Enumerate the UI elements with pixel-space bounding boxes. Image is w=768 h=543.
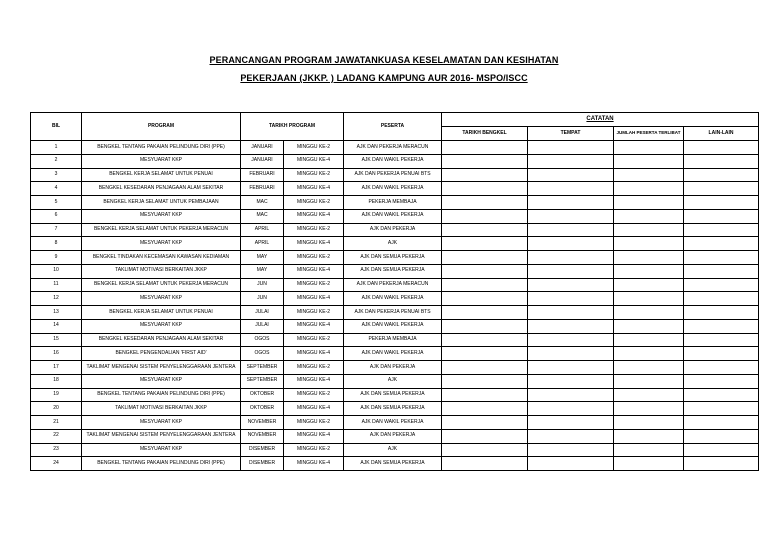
row-bil-cell: 1 [31, 141, 82, 155]
header-program: PROGRAM [82, 113, 241, 141]
row-jumlah-peserta-cell [614, 347, 684, 361]
header-bil: BIL [31, 113, 82, 141]
row-tarikh-bengkel-cell [442, 361, 528, 375]
row-jumlah-peserta-cell [614, 196, 684, 210]
row-tempat-cell [528, 182, 614, 196]
row-month-cell: MAC [241, 209, 284, 223]
row-lain-lain-cell [684, 168, 759, 182]
row-lain-lain-cell [684, 196, 759, 210]
row-lain-lain-cell [684, 388, 759, 402]
row-peserta-cell: AJK DAN WAKIL PEKERJA [344, 416, 442, 430]
program-table [30, 112, 759, 471]
row-program-cell: MESYUARAT KKP [82, 209, 241, 223]
row-month-cell: APRIL [241, 237, 284, 251]
row-week-cell: MINGGU KE-2 [284, 388, 344, 402]
table-row [31, 278, 759, 292]
row-jumlah-peserta-cell [614, 306, 684, 320]
row-month-cell: OKTOBER [241, 402, 284, 416]
row-week-cell: MINGGU KE-2 [284, 223, 344, 237]
header-catatan: CATATAN [442, 113, 759, 127]
row-tempat-cell [528, 196, 614, 210]
row-tempat-cell [528, 223, 614, 237]
row-tarikh-bengkel-cell [442, 154, 528, 168]
row-peserta-cell: AJK DAN WAKIL PEKERJA [344, 154, 442, 168]
row-bil-cell: 12 [31, 292, 82, 306]
row-program-cell: MESYUARAT KKP [82, 237, 241, 251]
row-tempat-cell [528, 237, 614, 251]
row-week-cell: MINGGU KE-2 [284, 306, 344, 320]
table-row [31, 319, 759, 333]
row-tempat-cell [528, 141, 614, 155]
row-jumlah-peserta-cell [614, 388, 684, 402]
row-program-cell: BENGKEL KERJA SELAMAT UNTUK PENUAI [82, 168, 241, 182]
row-program-cell: BENGKEL TENTANG PAKAIAN PELINDUNG DIRI (PPE) [82, 388, 241, 402]
row-lain-lain-cell [684, 251, 759, 265]
row-bil-cell: 18 [31, 374, 82, 388]
row-tarikh-bengkel-cell [442, 457, 528, 471]
row-bil-cell: 11 [31, 278, 82, 292]
row-tempat-cell [528, 416, 614, 430]
row-program-cell: TAKLIMAT MENGENAI SISTEM PENYELENGGARAAN JENTERA [82, 429, 241, 443]
header-peserta: PESERTA [344, 113, 442, 141]
row-month-cell: JUN [241, 292, 284, 306]
row-jumlah-peserta-cell [614, 154, 684, 168]
row-peserta-cell: AJK DAN WAKIL PEKERJA [344, 347, 442, 361]
row-tarikh-bengkel-cell [442, 443, 528, 457]
row-peserta-cell: AJK [344, 237, 442, 251]
row-jumlah-peserta-cell [614, 209, 684, 223]
header-tarikh-bengkel: TARIKH BENGKEL [442, 127, 528, 141]
row-tarikh-bengkel-cell [442, 278, 528, 292]
row-program-cell: BENGKEL TENTANG PAKAIAN PELINDUNG DIRI (PPE) [82, 141, 241, 155]
row-lain-lain-cell [684, 361, 759, 375]
row-bil-cell: 9 [31, 251, 82, 265]
row-month-cell: APRIL [241, 223, 284, 237]
row-month-cell: DISEMBER [241, 443, 284, 457]
row-month-cell: MAY [241, 251, 284, 265]
row-peserta-cell: AJK DAN PEKERJA [344, 429, 442, 443]
row-bil-cell: 17 [31, 361, 82, 375]
row-lain-lain-cell [684, 292, 759, 306]
row-month-cell: JUN [241, 278, 284, 292]
row-bil-cell: 2 [31, 154, 82, 168]
row-program-cell: MESYUARAT KKP [82, 374, 241, 388]
row-month-cell: SEPTEMBER [241, 374, 284, 388]
row-jumlah-peserta-cell [614, 443, 684, 457]
row-program-cell: BENGKEL KERJA SELAMAT UNTUK PEMBAJAAN [82, 196, 241, 210]
row-lain-lain-cell [684, 402, 759, 416]
row-lain-lain-cell [684, 278, 759, 292]
table-row [31, 168, 759, 182]
row-bil-cell: 5 [31, 196, 82, 210]
row-program-cell: BENGKEL TINDAKAN KECEMASAN KAWASAN KEDIAMAN [82, 251, 241, 265]
row-tarikh-bengkel-cell [442, 182, 528, 196]
row-week-cell: MINGGU KE-2 [284, 168, 344, 182]
row-tarikh-bengkel-cell [442, 333, 528, 347]
row-tarikh-bengkel-cell [442, 416, 528, 430]
table-row [31, 347, 759, 361]
row-tempat-cell [528, 292, 614, 306]
row-month-cell: FEBRUARI [241, 168, 284, 182]
row-tempat-cell [528, 361, 614, 375]
row-tarikh-bengkel-cell [442, 319, 528, 333]
row-week-cell: MINGGU KE-2 [284, 416, 344, 430]
table-row [31, 306, 759, 320]
row-tempat-cell [528, 264, 614, 278]
row-program-cell: TAKLIMAT MOTIVASI BERKAITAN JKKP [82, 264, 241, 278]
row-jumlah-peserta-cell [614, 429, 684, 443]
row-tarikh-bengkel-cell [442, 429, 528, 443]
table-row [31, 361, 759, 375]
row-lain-lain-cell [684, 237, 759, 251]
row-tempat-cell [528, 347, 614, 361]
row-tarikh-bengkel-cell [442, 402, 528, 416]
row-tarikh-bengkel-cell [442, 237, 528, 251]
row-bil-cell: 19 [31, 388, 82, 402]
row-bil-cell: 16 [31, 347, 82, 361]
row-week-cell: MINGGU KE-4 [284, 264, 344, 278]
table-row [31, 264, 759, 278]
row-peserta-cell: PEKERJA MEMBAJA [344, 333, 442, 347]
row-lain-lain-cell [684, 347, 759, 361]
row-peserta-cell: AJK DAN PEKERJA PENUAI BTS [344, 168, 442, 182]
row-peserta-cell: AJK DAN WAKIL PEKERJA [344, 209, 442, 223]
header-tempat: TEMPAT [528, 127, 614, 141]
row-peserta-cell: AJK DAN WAKIL PEKERJA [344, 319, 442, 333]
row-tempat-cell [528, 388, 614, 402]
row-peserta-cell: AJK DAN SEMUA PEKERJA [344, 457, 442, 471]
row-month-cell: MAC [241, 196, 284, 210]
row-jumlah-peserta-cell [614, 182, 684, 196]
row-month-cell: OGOS [241, 333, 284, 347]
row-bil-cell: 3 [31, 168, 82, 182]
row-peserta-cell: AJK DAN SEMUA PEKERJA [344, 388, 442, 402]
row-month-cell: FEBRUARI [241, 182, 284, 196]
row-week-cell: MINGGU KE-2 [284, 333, 344, 347]
row-month-cell: MAY [241, 264, 284, 278]
row-bil-cell: 10 [31, 264, 82, 278]
row-peserta-cell: AJK [344, 443, 442, 457]
row-peserta-cell: AJK DAN PEKERJA MERACUN [344, 278, 442, 292]
row-peserta-cell: PEKERJA MEMBAJA [344, 196, 442, 210]
row-bil-cell: 24 [31, 457, 82, 471]
row-week-cell: MINGGU KE-4 [284, 182, 344, 196]
row-week-cell: MINGGU KE-4 [284, 154, 344, 168]
row-tarikh-bengkel-cell [442, 196, 528, 210]
table-row [31, 402, 759, 416]
row-program-cell: BENGKEL KERJA SELAMAT UNTUK PENUAI [82, 306, 241, 320]
row-peserta-cell: AJK DAN SEMUA PEKERJA [344, 402, 442, 416]
row-tempat-cell [528, 251, 614, 265]
row-lain-lain-cell [684, 416, 759, 430]
row-tempat-cell [528, 402, 614, 416]
row-jumlah-peserta-cell [614, 402, 684, 416]
row-bil-cell: 6 [31, 209, 82, 223]
header-lain-lain: LAIN-LAIN [684, 127, 759, 141]
row-tempat-cell [528, 457, 614, 471]
row-month-cell: JANUARI [241, 154, 284, 168]
row-lain-lain-cell [684, 443, 759, 457]
header-tarikh-program: TARIKH PROGRAM [241, 113, 344, 141]
row-program-cell: BENGKEL KERJA SELAMAT UNTUK PEKERJA MERACUN [82, 278, 241, 292]
row-week-cell: MINGGU KE-2 [284, 196, 344, 210]
row-lain-lain-cell [684, 264, 759, 278]
row-week-cell: MINGGU KE-2 [284, 443, 344, 457]
table-row [31, 196, 759, 210]
row-peserta-cell: AJK DAN SEMUA PEKERJA [344, 264, 442, 278]
row-week-cell: MINGGU KE-4 [284, 319, 344, 333]
row-lain-lain-cell [684, 429, 759, 443]
row-peserta-cell: AJK DAN WAKIL PEKERJA [344, 292, 442, 306]
row-week-cell: MINGGU KE-4 [284, 237, 344, 251]
row-week-cell: MINGGU KE-4 [284, 429, 344, 443]
row-tarikh-bengkel-cell [442, 292, 528, 306]
row-tempat-cell [528, 168, 614, 182]
row-lain-lain-cell [684, 374, 759, 388]
row-month-cell: JULAI [241, 319, 284, 333]
table-row [31, 429, 759, 443]
row-month-cell: JULAI [241, 306, 284, 320]
table-row [31, 223, 759, 237]
row-jumlah-peserta-cell [614, 319, 684, 333]
row-tempat-cell [528, 443, 614, 457]
row-lain-lain-cell [684, 154, 759, 168]
row-lain-lain-cell [684, 209, 759, 223]
table-row [31, 141, 759, 155]
row-program-cell: TAKLIMAT MOTIVASI BERKAITAN JKKP [82, 402, 241, 416]
row-bil-cell: 21 [31, 416, 82, 430]
row-tarikh-bengkel-cell [442, 264, 528, 278]
row-lain-lain-cell [684, 333, 759, 347]
row-lain-lain-cell [684, 223, 759, 237]
row-jumlah-peserta-cell [614, 361, 684, 375]
row-bil-cell: 20 [31, 402, 82, 416]
table-row [31, 457, 759, 471]
document-title-line-1: PERANCANGAN PROGRAM JAWATANKUASA KESELAMATAN DAN KESIHATAN [209, 55, 559, 65]
table-row [31, 251, 759, 265]
row-bil-cell: 13 [31, 306, 82, 320]
row-tempat-cell [528, 154, 614, 168]
row-tarikh-bengkel-cell [442, 306, 528, 320]
row-tempat-cell [528, 306, 614, 320]
row-tarikh-bengkel-cell [442, 209, 528, 223]
row-jumlah-peserta-cell [614, 374, 684, 388]
row-week-cell: MINGGU KE-4 [284, 374, 344, 388]
row-month-cell: OGOS [241, 347, 284, 361]
row-tarikh-bengkel-cell [442, 388, 528, 402]
row-peserta-cell: AJK DAN SEMUA PEKERJA [344, 251, 442, 265]
row-program-cell: BENGKEL KESEDARAN PENJAGAAN ALAM SEKITAR [82, 182, 241, 196]
row-jumlah-peserta-cell [614, 251, 684, 265]
row-program-cell: MESYUARAT KKP [82, 154, 241, 168]
row-month-cell: OKTOBER [241, 388, 284, 402]
row-week-cell: MINGGU KE-2 [284, 141, 344, 155]
row-month-cell: NOVEMBER [241, 416, 284, 430]
table-row [31, 154, 759, 168]
row-program-cell: MESYUARAT KKP [82, 292, 241, 306]
row-tempat-cell [528, 209, 614, 223]
row-program-cell: BENGKEL KERJA SELAMAT UNTUK PEKERJA MERACUN [82, 223, 241, 237]
row-bil-cell: 15 [31, 333, 82, 347]
row-tempat-cell [528, 429, 614, 443]
row-week-cell: MINGGU KE-4 [284, 209, 344, 223]
row-jumlah-peserta-cell [614, 223, 684, 237]
row-peserta-cell: AJK DAN PEKERJA [344, 223, 442, 237]
table-row [31, 182, 759, 196]
row-program-cell: TAKLIMAT MENGENAI SISTEM PENYELENGGARAAN JENTERA [82, 361, 241, 375]
table-row [31, 374, 759, 388]
row-month-cell: SEPTEMBER [241, 361, 284, 375]
document-title-line-2: PEKERJAAN (JKKP. ) LADANG KAMPUNG AUR 2016- MSPO/ISCC [240, 73, 528, 83]
row-month-cell: NOVEMBER [241, 429, 284, 443]
row-tarikh-bengkel-cell [442, 374, 528, 388]
row-peserta-cell: AJK DAN WAKIL PEKERJA [344, 182, 442, 196]
row-peserta-cell: AJK DAN PEKERJA [344, 361, 442, 375]
row-month-cell: JANUARI [241, 141, 284, 155]
row-tempat-cell [528, 333, 614, 347]
row-tarikh-bengkel-cell [442, 347, 528, 361]
table-row [31, 388, 759, 402]
row-lain-lain-cell [684, 457, 759, 471]
row-tarikh-bengkel-cell [442, 141, 528, 155]
row-jumlah-peserta-cell [614, 237, 684, 251]
row-week-cell: MINGGU KE-4 [284, 347, 344, 361]
table-row [31, 209, 759, 223]
row-bil-cell: 22 [31, 429, 82, 443]
row-jumlah-peserta-cell [614, 333, 684, 347]
row-bil-cell: 8 [31, 237, 82, 251]
table-row [31, 416, 759, 430]
row-peserta-cell: AJK DAN PEKERJA MERACUN [344, 141, 442, 155]
row-week-cell: MINGGU KE-2 [284, 278, 344, 292]
row-tempat-cell [528, 374, 614, 388]
row-program-cell: MESYUARAT KKP [82, 443, 241, 457]
row-jumlah-peserta-cell [614, 292, 684, 306]
row-tarikh-bengkel-cell [442, 223, 528, 237]
table-row [31, 443, 759, 457]
table-row [31, 292, 759, 306]
row-program-cell: BENGKEL KESEDARAN PENJAGAAN ALAM SEKITAR [82, 333, 241, 347]
row-week-cell: MINGGU KE-2 [284, 361, 344, 375]
row-tempat-cell [528, 278, 614, 292]
row-lain-lain-cell [684, 141, 759, 155]
row-program-cell: BENGKEL PENGENDALIAN 'FIRST AID' [82, 347, 241, 361]
row-program-cell: BENGKEL TENTANG PAKAIAN PELINDUNG DIRI (PPE) [82, 457, 241, 471]
row-week-cell: MINGGU KE-4 [284, 402, 344, 416]
row-month-cell: DISEMBER [241, 457, 284, 471]
table-row [31, 333, 759, 347]
row-peserta-cell: AJK DAN PEKERJA PENUAI BTS [344, 306, 442, 320]
header-jumlah-peserta: JUMLAH PESERTA TERLIBAT [614, 127, 684, 141]
row-tarikh-bengkel-cell [442, 168, 528, 182]
row-tarikh-bengkel-cell [442, 251, 528, 265]
row-jumlah-peserta-cell [614, 264, 684, 278]
table-row [31, 237, 759, 251]
row-bil-cell: 14 [31, 319, 82, 333]
row-bil-cell: 23 [31, 443, 82, 457]
row-bil-cell: 7 [31, 223, 82, 237]
row-jumlah-peserta-cell [614, 141, 684, 155]
row-program-cell: MESYUARAT KKP [82, 319, 241, 333]
row-program-cell: MESYUARAT KKP [82, 416, 241, 430]
row-week-cell: MINGGU KE-2 [284, 251, 344, 265]
row-lain-lain-cell [684, 306, 759, 320]
row-bil-cell: 4 [31, 182, 82, 196]
row-jumlah-peserta-cell [614, 457, 684, 471]
row-lain-lain-cell [684, 319, 759, 333]
row-jumlah-peserta-cell [614, 416, 684, 430]
row-jumlah-peserta-cell [614, 168, 684, 182]
row-tempat-cell [528, 319, 614, 333]
row-lain-lain-cell [684, 182, 759, 196]
row-week-cell: MINGGU KE-4 [284, 457, 344, 471]
row-week-cell: MINGGU KE-4 [284, 292, 344, 306]
row-jumlah-peserta-cell [614, 278, 684, 292]
row-peserta-cell: AJK [344, 374, 442, 388]
